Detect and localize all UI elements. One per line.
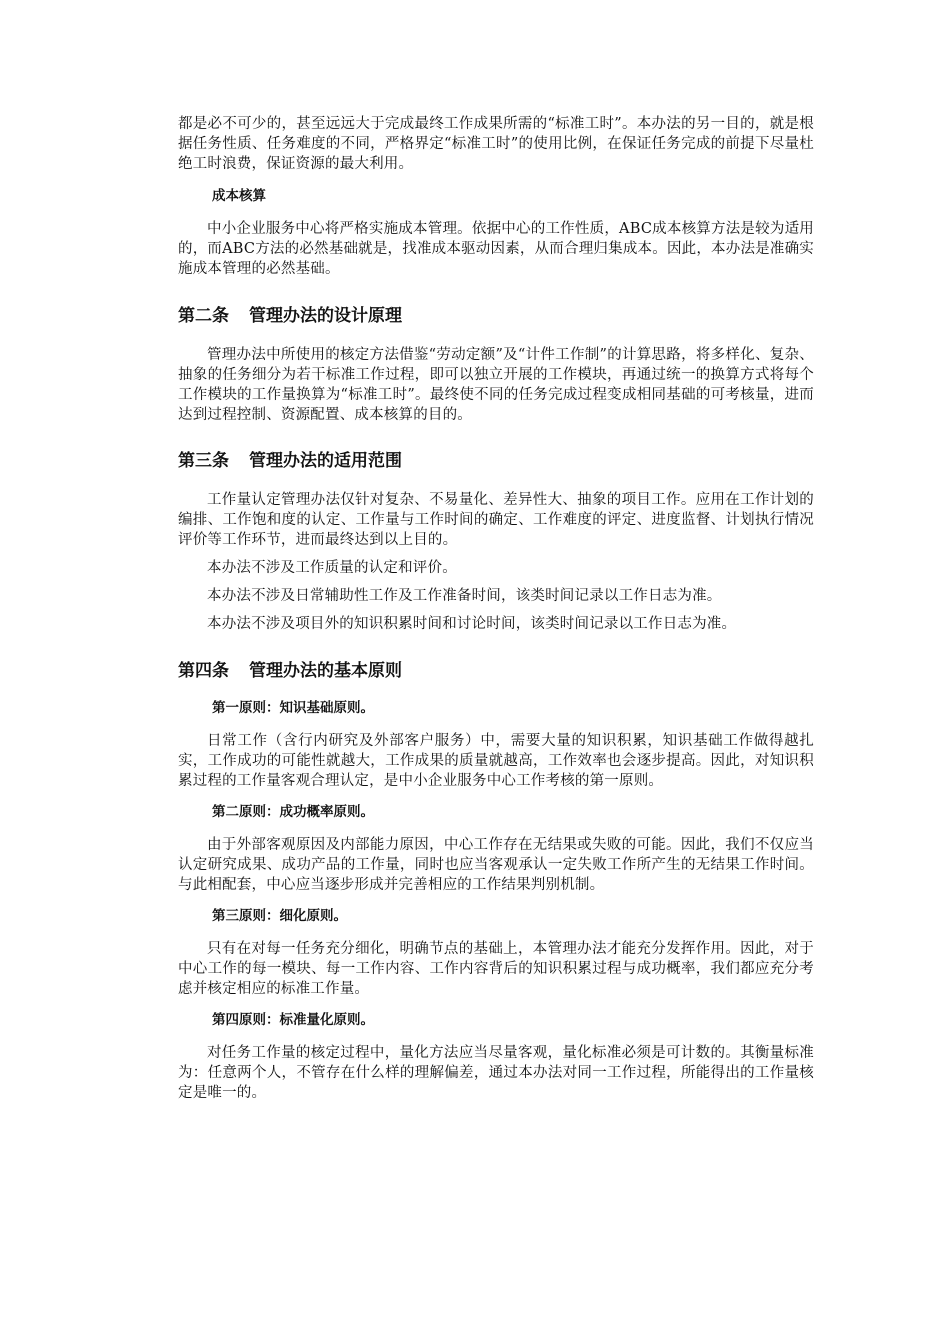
principle-2-paragraph: 由于外部客观原因及内部能力原因，中心工作存在无结果或失败的可能。因此，我们不仅应当认定研究成果、成功产品的工作量，同时也应当客观承认一定失败工作所产生的无结果工作时间。与此相配套，中心应当逐步形成并完善相应的工作结果判别机制。 [178, 837, 814, 893]
principle-1-heading: 第一原则：知识基础原则。 [212, 700, 374, 716]
principle-4-heading: 第四原则：标准量化原则。 [212, 1012, 374, 1028]
principle-2-heading: 第二原则：成功概率原则。 [212, 804, 374, 820]
article-4-number: 第四条 [178, 661, 229, 681]
document-page [178, 114, 814, 1103]
article-3-heading [178, 450, 814, 472]
article-3-paragraph-2: 本办法不涉及工作质量的认定和评价。 [207, 560, 457, 576]
article-3-paragraph-3: 本办法不涉及日常辅助性工作及工作准备时间，该类时间记录以工作日志为准。 [207, 588, 722, 604]
principle-1-paragraph: 日常工作（含行内研究及外部客户服务）中，需要大量的知识积累，知识基础工作做得越扎实，工作成功的可能性就越大，工作成果的质量就越高，工作效率也会逐步提高。因此，对知识积累过程的工作量客观合理认定，是中小企业服务中心工作考核的第一原则。 [178, 733, 814, 789]
article-4-title: 管理办法的基本原则 [249, 661, 402, 681]
principle-3-paragraph: 只有在对每一任务充分细化，明确节点的基础上，本管理办法才能充分发挥作用。因此，对于中心工作的每一模块、每一工作内容、工作内容背后的知识积累过程与成功概率，我们都应充分考虑并核定相应的标准工作量。 [178, 941, 814, 997]
article-3-paragraph-4: 本办法不涉及项目外的知识积累时间和讨论时间，该类时间记录以工作日志为准。 [207, 616, 737, 632]
cost-accounting-paragraph: 中小企业服务中心将严格实施成本管理。依据中心的工作性质，ABC成本核算方法是较为适用的，而ABC方法的必然基础就是，找准成本驱动因素，从而合理归集成本。因此，本办法是准确实施成本管理的必然基础。 [178, 221, 814, 277]
article-2-paragraph: 管理办法中所使用的核定方法借鉴“劳动定额”及“计件工作制”的计算思路，将多样化、复杂、抽象的任务细分为若干标准工作过程，即可以独立开展的工作模块，再通过统一的换算方式将每个工作模块的工作量换算为“标准工时”。最终使不同的任务完成过程变成相同基础的可考核量，进而达到过程控制、资源配置、成本核算的目的。 [178, 347, 814, 423]
article-3-number: 第三条 [178, 451, 229, 471]
intro-continuation-paragraph: 都是必不可少的，甚至远远大于完成最终工作成果所需的“标准工时”。本办法的另一目的，就是根据任务性质、任务难度的不同，严格界定“标准工时”的使用比例，在保证任务完成的前提下尽量杜绝工时浪费，保证资源的最大利用。 [178, 116, 814, 172]
principle-3-heading: 第三原则：细化原则。 [212, 908, 347, 924]
article-4-heading [178, 660, 814, 682]
cost-accounting-heading: 成本核算 [212, 188, 266, 204]
article-2-number: 第二条 [178, 306, 229, 326]
principle-4-paragraph: 对任务工作量的核定过程中，量化方法应当尽量客观，量化标准必须是可计数的。其衡量标准为：任意两个人，不管存在什么样的理解偏差，通过本办法对同一工作过程，所能得出的工作量核定是唯一的。 [178, 1045, 814, 1101]
article-2-title: 管理办法的设计原理 [249, 306, 402, 326]
article-2-heading [178, 305, 814, 327]
article-3-title: 管理办法的适用范围 [249, 451, 402, 471]
article-3-paragraph-1: 工作量认定管理办法仅针对复杂、不易量化、差异性大、抽象的项目工作。应用在工作计划的编排、工作饱和度的认定、工作量与工作时间的确定、工作难度的评定、进度监督、计划执行情况评价等工作环节，进而最终达到以上目的。 [178, 492, 814, 548]
